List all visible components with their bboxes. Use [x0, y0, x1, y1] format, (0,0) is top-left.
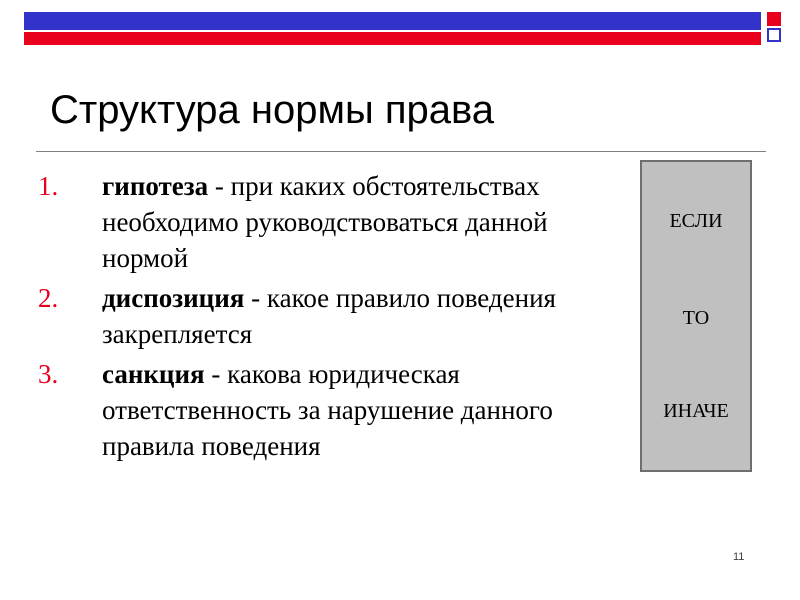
- keyword-else: ИНАЧЕ: [663, 400, 729, 422]
- page-number: 11: [733, 551, 745, 563]
- norm-structure-list: [38, 168, 628, 468]
- desc-disposition: - какое правило поведения закрепляется: [102, 283, 556, 349]
- desc-hypothesis: - при каких обстоятельствах необходимо руководствоваться данной нормой: [102, 171, 548, 273]
- top-red-bar: [24, 32, 761, 45]
- corner-outline-square: [767, 28, 781, 42]
- term-sanction: санкция: [102, 359, 205, 389]
- term-disposition: диспозиция: [102, 283, 245, 313]
- list-item-sanction: [38, 356, 628, 464]
- keyword-then: ТО: [682, 307, 710, 329]
- list-item-disposition: [38, 280, 628, 352]
- title-divider: [36, 151, 766, 152]
- list-number: 3.: [38, 359, 59, 389]
- term-hypothesis: гипотеза: [102, 171, 209, 201]
- top-blue-bar: [24, 12, 761, 30]
- keyword-if: ЕСЛИ: [669, 210, 723, 232]
- slide-title: Структура нормы права: [50, 88, 495, 132]
- list-number: 2.: [38, 283, 59, 313]
- list-number: 1.: [38, 171, 59, 201]
- list-item-hypothesis: [38, 168, 628, 276]
- if-then-else-box: [640, 160, 752, 472]
- corner-red-square: [767, 12, 781, 26]
- desc-sanction: - какова юридическая ответственность за нарушение данного правила поведения: [102, 359, 553, 461]
